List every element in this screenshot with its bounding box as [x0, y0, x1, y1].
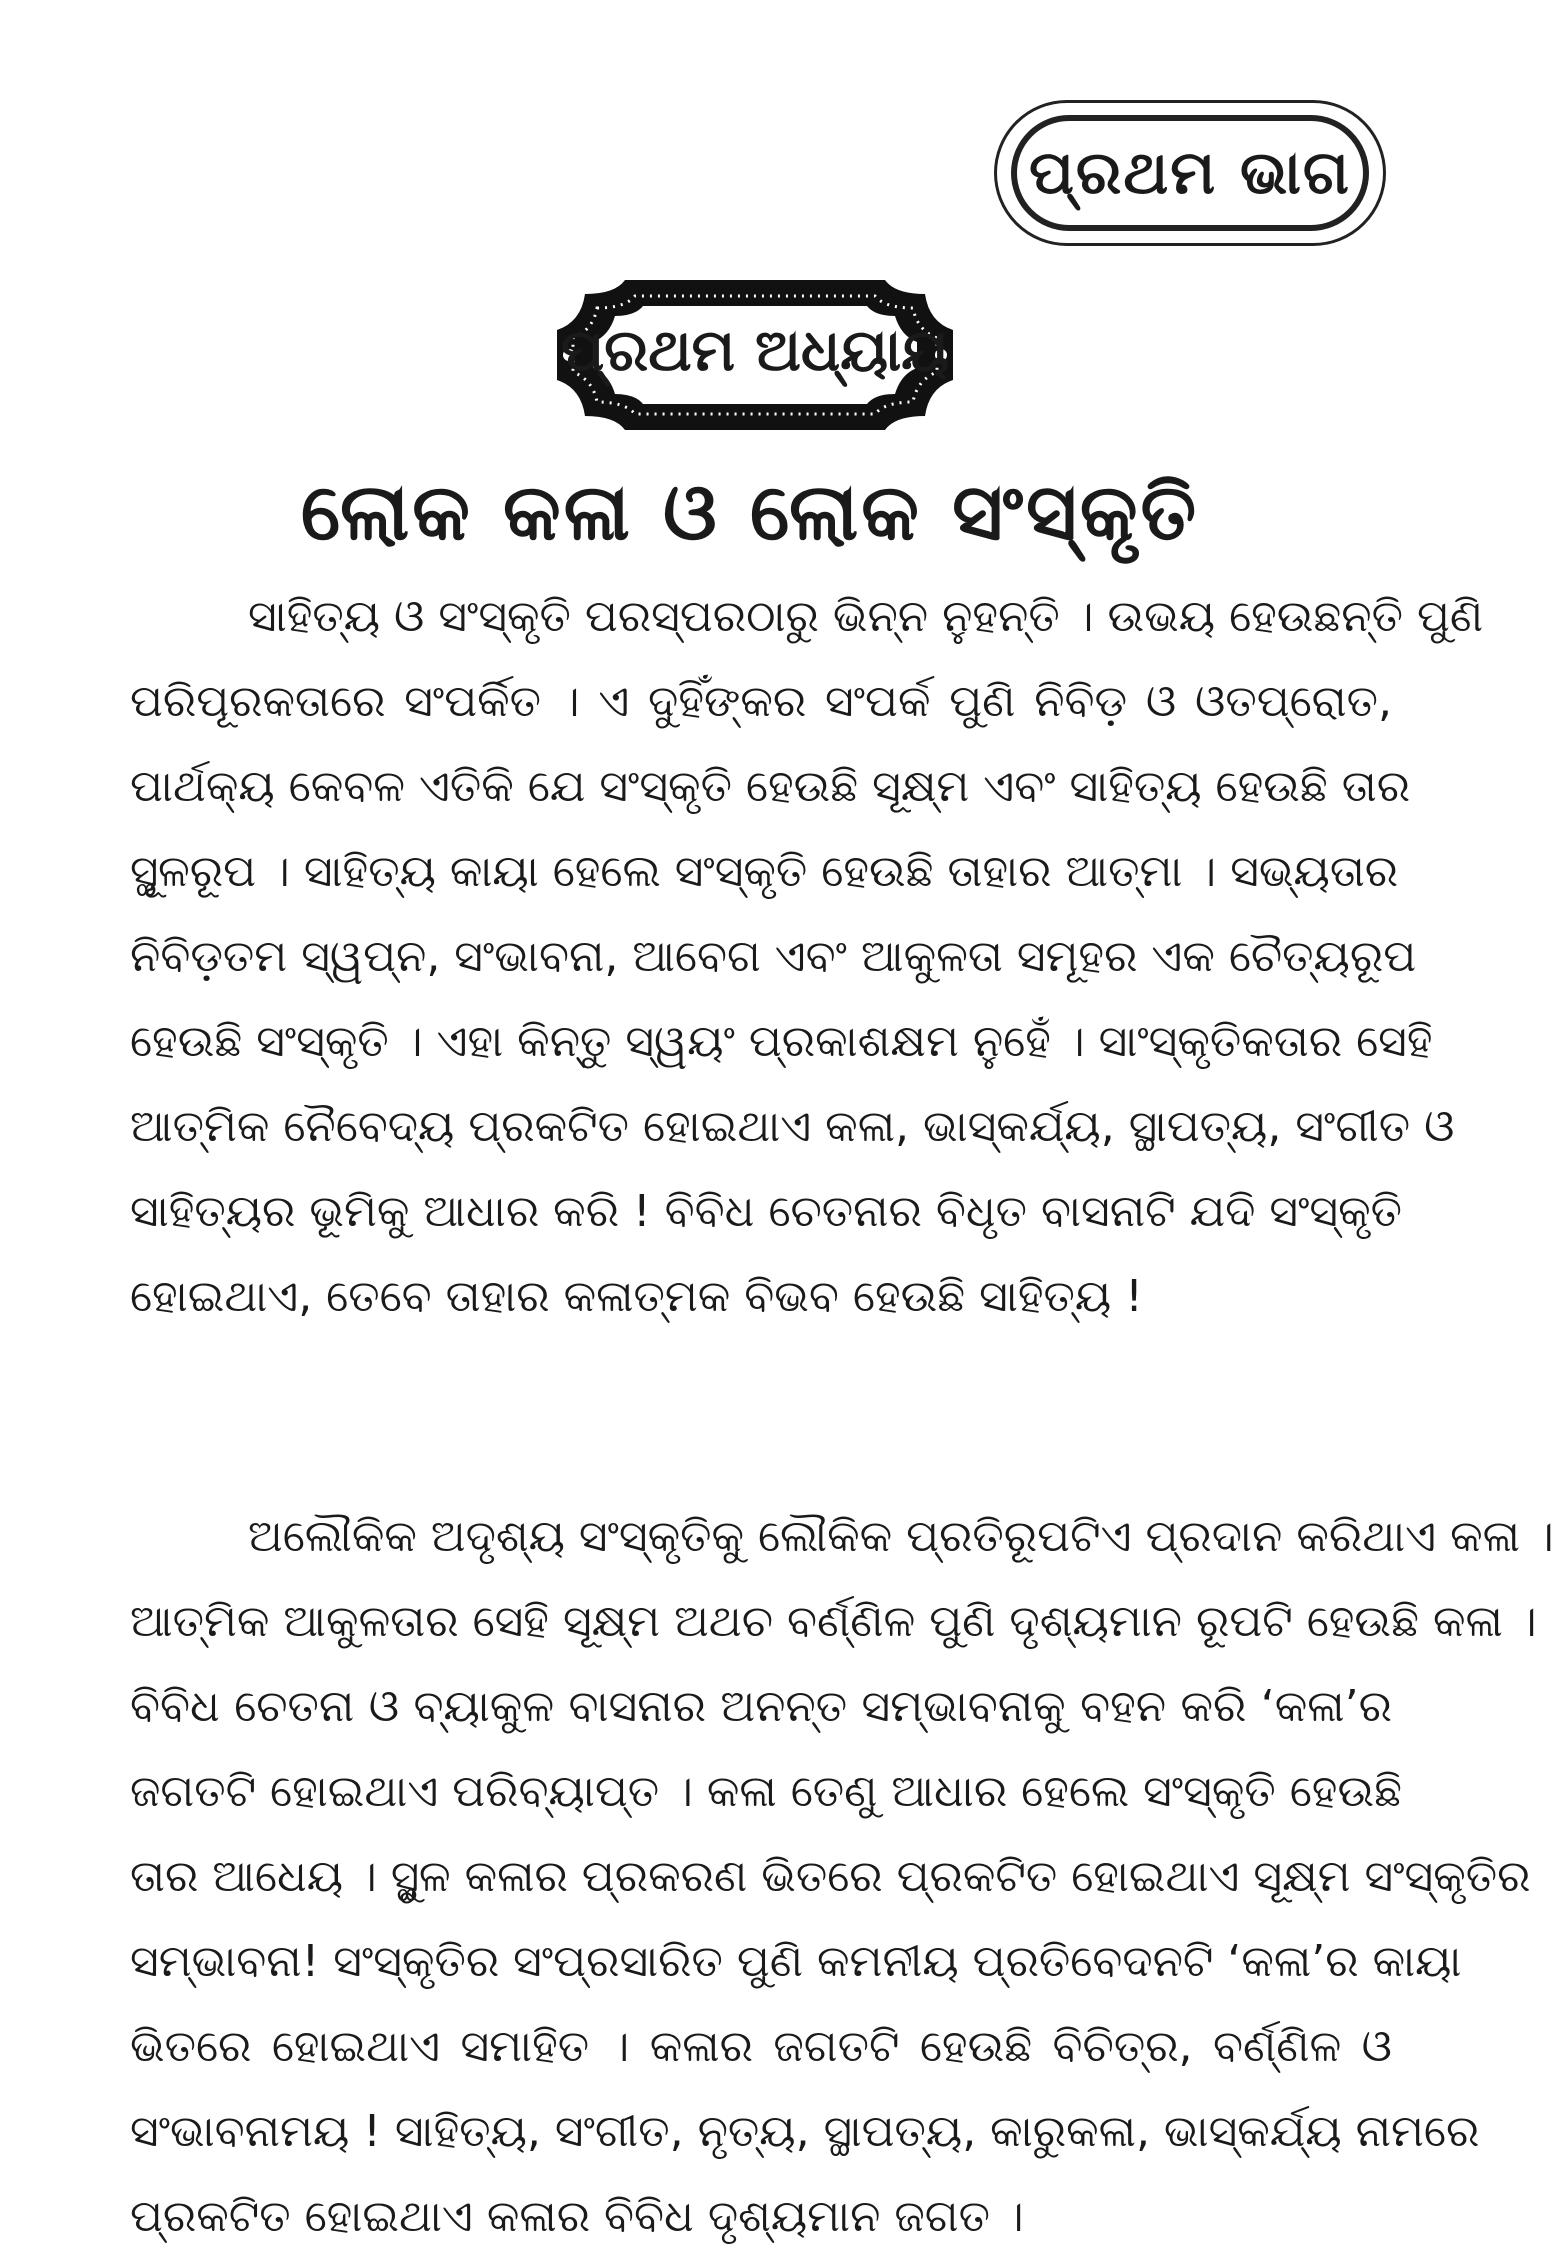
part-heading-inner-frame [1011, 115, 1369, 231]
text-line: ସମ୍ଭାବନା! ସଂସ୍କୃତିର ସଂପ୍ରସାରିତ ପୁଣି କମନୀୟ ପ୍ରତିବେଦନଟି ‘କଳା’ର କାୟା [130, 1936, 1462, 1987]
text-line: ସାହିତ୍ୟର ଭୂମିକୁ ଆଧାର କରି ! ବିବିଧ ଚେତନାର ବିଧୃତ ବାସନାଟି ଯଦି ସଂସ୍କୃତି [130, 1186, 1402, 1237]
text-line: ପାର୍ଥକ୍ୟ କେବଳ ଏତିକି ଯେ ସଂସ୍କୃତି ହେଉଛି ସୂକ୍ଷ୍ମ ଏବଂ ସାହିତ୍ୟ ହେଉଛି ତାର [130, 761, 1411, 812]
chapter-title: ଲୋକ କଳା ଓ ଲୋକ ସଂସ୍କୃତି [300, 468, 1200, 558]
text-line: ସଂଭାବନାମୟ ! ସାହିତ୍ୟ, ସଂଗୀତ, ନୃତ୍ୟ, ସ୍ଥାପତ୍ୟ, କାରୁକଳା, ଭାସ୍କର୍ଯ୍ୟ ନାମରେ [130, 2106, 1480, 2157]
text-line: ପ୍ରକଟିତ ହୋଇଥାଏ କଳାର ବିବିଧ ଦୃଶ୍ୟମାନ ଜଗତ । [130, 2191, 1024, 2242]
text-line: ଆତ୍ମିକ ଆକୁଳତାର ସେହି ସୂକ୍ଷ୍ମ ଅଥଚ ବର୍ଣ୍ଣିଳ ପୁଣି ଦୃଶ୍ୟମାନ ରୂପଟି ହେଉଛି କଳା । [130, 1596, 1537, 1647]
text-line: ନିବିଡ଼ତମ ସ୍ୱପ୍ନ, ସଂଭାବନା, ଆବେଗ ଏବଂ ଆକୁଳତା ସମୂହର ଏକ ଚୈତ୍ୟରୂପ [130, 931, 1417, 982]
paragraph-1 [130, 574, 1484, 1339]
text-line: ସାହିତ୍ୟ ଓ ସଂସ୍କୃତି ପରସ୍ପରଠାରୁ ଭିନ୍ନ ନୁହନ୍ତି । ଉଭୟ ହେଉଛନ୍ତି ପୁଣି [248, 591, 1484, 642]
part-heading-box [994, 100, 1386, 246]
chapter-heading-banner [545, 272, 965, 438]
part-heading: ପ୍ରଥମ ଭାଗ [1029, 138, 1351, 208]
text-line: ହେଉଛି ସଂସ୍କୃତି । ଏହା କିନ୍ତୁ ସ୍ୱୟଂ ପ୍ରକାଶକ୍ଷମ ନୁହେଁ । ସାଂସ୍କୃତିକତାର ସେହି [130, 1016, 1433, 1067]
text-line: ପରିପୂରକତାରେ ସଂପର୍କିତ । ଏ ଦୁହିଁଙ୍କର ସଂପର୍କ ପୁଣି ନିବିଡ଼ ଓ ଓତପ୍ରୋତ, [130, 676, 1392, 727]
chapter-heading: ପ୍ରଥମ ଅଧ୍ୟାୟ [560, 316, 950, 384]
text-line: ତାର ଆଧେୟ । ସ୍ଥୁଳ କଳାର ପ୍ରକରଣ ଭିତରେ ପ୍ରକଟିତ ହୋଇଥାଏ ସୂକ୍ଷ୍ମ ସଂସ୍କୃତିର [130, 1851, 1531, 1902]
paragraph-2 [130, 1494, 1554, 2259]
text-line: ଅଲୌକିକ ଅଦୃଶ୍ୟ ସଂସ୍କୃତିକୁ ଲୌକିକ ପ୍ରତିରୂପଟିଏ ପ୍ରଦାନ କରିଥାଏ କଳା । [248, 1511, 1554, 1562]
text-line: ଭିତରେ ହୋଇଥାଏ ସମାହିତ । କଳାର ଜଗତଟି ହେଉଛି ବିଚିତ୍ର, ବର୍ଣ୍ଣିଳ ଓ [130, 2021, 1392, 2072]
text-line: ହୋଇଥାଏ, ତେବେ ତାହାର କଳାତ୍ମକ ବିଭବ ହେଉଛି ସାହିତ୍ୟ ! [130, 1271, 1143, 1322]
text-line: ବିବିଧ ଚେତନା ଓ ବ୍ୟାକୁଳ ବାସନାର ଅନନ୍ତ ସମ୍ଭାବନାକୁ ବହନ କରି ‘କଳା’ର [130, 1681, 1392, 1732]
text-line: ଜଗତଟି ହୋଇଥାଏ ପରିବ୍ୟାପ୍ତ । କଳା ତେଣୁ ଆଧାର ହେଲେ ସଂସ୍କୃତି ହେଉଛି [130, 1766, 1402, 1817]
text-line: ଆତ୍ମିକ ନୈବେଦ୍ୟ ପ୍ରକଟିତ ହୋଇଥାଏ କଳା, ଭାସ୍କର୍ଯ୍ୟ, ସ୍ଥାପତ୍ୟ, ସଂଗୀତ ଓ [130, 1101, 1455, 1152]
text-line: ସ୍ଥୂଳରୂପ । ସାହିତ୍ୟ କାୟା ହେଲେ ସଂସ୍କୃତି ହେଉଛି ତାହାର ଆତ୍ମା । ସଭ୍ୟତାର [130, 846, 1399, 897]
